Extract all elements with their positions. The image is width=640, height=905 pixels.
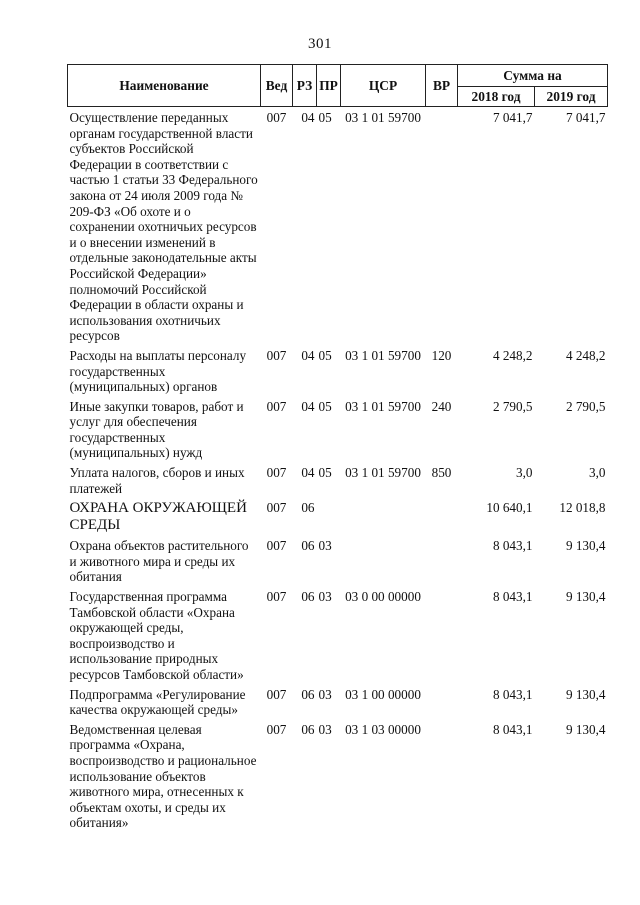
- header-vr: ВР: [426, 65, 458, 107]
- header-rz: РЗ: [293, 65, 317, 107]
- table-row: [68, 589, 608, 687]
- row-name: ОХРАНА ОКРУЖАЮЩЕЙ СРЕДЫ: [69, 500, 247, 534]
- row-pr: [317, 500, 341, 538]
- header-sum: Сумма на: [458, 65, 608, 87]
- table-row: [68, 722, 608, 835]
- row-rz: 04: [301, 398, 315, 414]
- table-row: [68, 107, 608, 348]
- row-name: Уплата налогов, сборов и иных платежей: [69, 465, 245, 496]
- row-vr: [426, 589, 458, 687]
- row-vr: 850: [431, 465, 452, 481]
- row-csr: 03 1 00 00000: [345, 686, 421, 702]
- row-vr: [426, 500, 458, 538]
- row-ved: 007: [266, 500, 287, 516]
- row-sum-2018: 8 043,1: [492, 538, 533, 554]
- row-sum-2019: 3,0: [589, 465, 606, 481]
- row-rz: 06: [301, 589, 315, 605]
- row-sum-2019: 12 018,8: [559, 500, 606, 516]
- row-sum-2019: 9 130,4: [565, 538, 606, 554]
- row-ved: 007: [266, 347, 287, 363]
- row-ved: 007: [266, 465, 287, 481]
- table-row: [68, 687, 608, 722]
- row-vr: [426, 107, 458, 348]
- row-sum-2019: 2 790,5: [565, 398, 606, 414]
- row-vr: [426, 687, 458, 722]
- row-ved: 007: [266, 398, 287, 414]
- row-pr: 03: [318, 686, 332, 702]
- row-sum-2018: 8 043,1: [492, 589, 533, 605]
- row-name: Иные закупки товаров, работ и услуг для обеспечения государственных (муниципальных) нужд: [69, 398, 244, 461]
- row-csr: [341, 538, 426, 589]
- header-year-2018: 2018 год: [458, 87, 535, 107]
- row-pr: 05: [318, 398, 332, 414]
- row-name: Расходы на выплаты персоналу государственных (муниципальных) органов: [69, 347, 247, 395]
- row-sum-2019: 7 041,7: [565, 110, 606, 125]
- row-rz: 04: [301, 347, 315, 363]
- row-vr: 120: [431, 347, 452, 363]
- row-pr: 05: [318, 347, 332, 363]
- row-name: Осуществление переданных органам государственной власти субъектов Российской Федерации в соответствии с частью 1 статьи 33 Федерального закона от 24 июля 2009 года № 209-ФЗ «Об охоте и о сохранении охотничьих ресурсов и о внесении изменений в отдельные законодательные акты Российской Федерации» полномочий Российской Федерации в области охраны и использования охотничьих ресурсов: [69, 110, 258, 344]
- row-csr: 03 1 01 59700: [345, 347, 421, 363]
- header-csr: ЦСР: [341, 65, 426, 107]
- row-pr: 03: [318, 589, 332, 605]
- header-name: Наименование: [68, 65, 261, 107]
- table-row: [68, 465, 608, 500]
- row-csr: 03 1 01 59700: [345, 110, 421, 125]
- row-vr: [426, 722, 458, 835]
- row-rz: 06: [301, 500, 315, 516]
- table-row: [68, 348, 608, 399]
- header-year-2019: 2019 год: [535, 87, 608, 107]
- row-csr: 03 0 00 00000: [345, 589, 421, 605]
- row-sum-2018: 7 041,7: [492, 110, 533, 125]
- row-name: Охрана объектов растительного и животного мира и среды их обитания: [69, 538, 249, 585]
- row-sum-2018: 10 640,1: [486, 500, 533, 516]
- row-rz: 04: [301, 465, 315, 481]
- row-sum-2018: 4 248,2: [492, 347, 533, 363]
- page-number: 301: [308, 36, 332, 52]
- table-row: [68, 500, 608, 538]
- row-csr: [341, 500, 426, 538]
- row-ved: 007: [266, 589, 287, 605]
- row-rz: 06: [301, 721, 315, 737]
- row-sum-2019: 4 248,2: [565, 347, 606, 363]
- row-sum-2019: 9 130,4: [565, 721, 606, 737]
- row-vr: 240: [431, 398, 452, 414]
- row-sum-2019: 9 130,4: [565, 686, 606, 702]
- row-csr: 03 1 03 00000: [345, 721, 421, 737]
- row-sum-2018: 2 790,5: [492, 398, 533, 414]
- row-vr: [426, 538, 458, 589]
- row-csr: 03 1 01 59700: [345, 465, 421, 481]
- row-sum-2019: 9 130,4: [565, 589, 606, 605]
- row-pr: 03: [318, 538, 332, 554]
- row-name: Государственная программа Тамбовской области «Охрана окружающей среды, воспроизводство и использование природных ресурсов Тамбовской области»: [69, 589, 244, 682]
- table-header: [68, 65, 608, 107]
- row-pr: 05: [318, 465, 332, 481]
- row-ved: 007: [266, 686, 287, 702]
- row-sum-2018: 3,0: [516, 465, 533, 481]
- row-sum-2018: 8 043,1: [492, 721, 533, 737]
- row-ved: 007: [266, 538, 287, 554]
- header-ved: Вед: [261, 65, 293, 107]
- row-csr: 03 1 01 59700: [345, 398, 421, 414]
- row-ved: 007: [266, 721, 287, 737]
- row-rz: 06: [301, 538, 315, 554]
- header-pr: ПР: [317, 65, 341, 107]
- row-rz: 04: [301, 110, 315, 125]
- row-pr: 05: [318, 110, 332, 125]
- row-name: Подпрограмма «Регулирование качества окружающей среды»: [69, 686, 246, 718]
- row-name: Ведомственная целевая программа «Охрана, воспроизводство и рациональное использование объектов животного мира, отнесенных к объектам охоты, и среды их обитания»: [69, 721, 257, 831]
- row-ved: 007: [266, 110, 287, 125]
- table-row: [68, 399, 608, 465]
- table-row: [68, 538, 608, 589]
- row-rz: 06: [301, 686, 315, 702]
- row-pr: 03: [318, 721, 332, 737]
- table-body: [68, 107, 608, 835]
- row-sum-2018: 8 043,1: [492, 686, 533, 702]
- budget-table: [67, 64, 608, 835]
